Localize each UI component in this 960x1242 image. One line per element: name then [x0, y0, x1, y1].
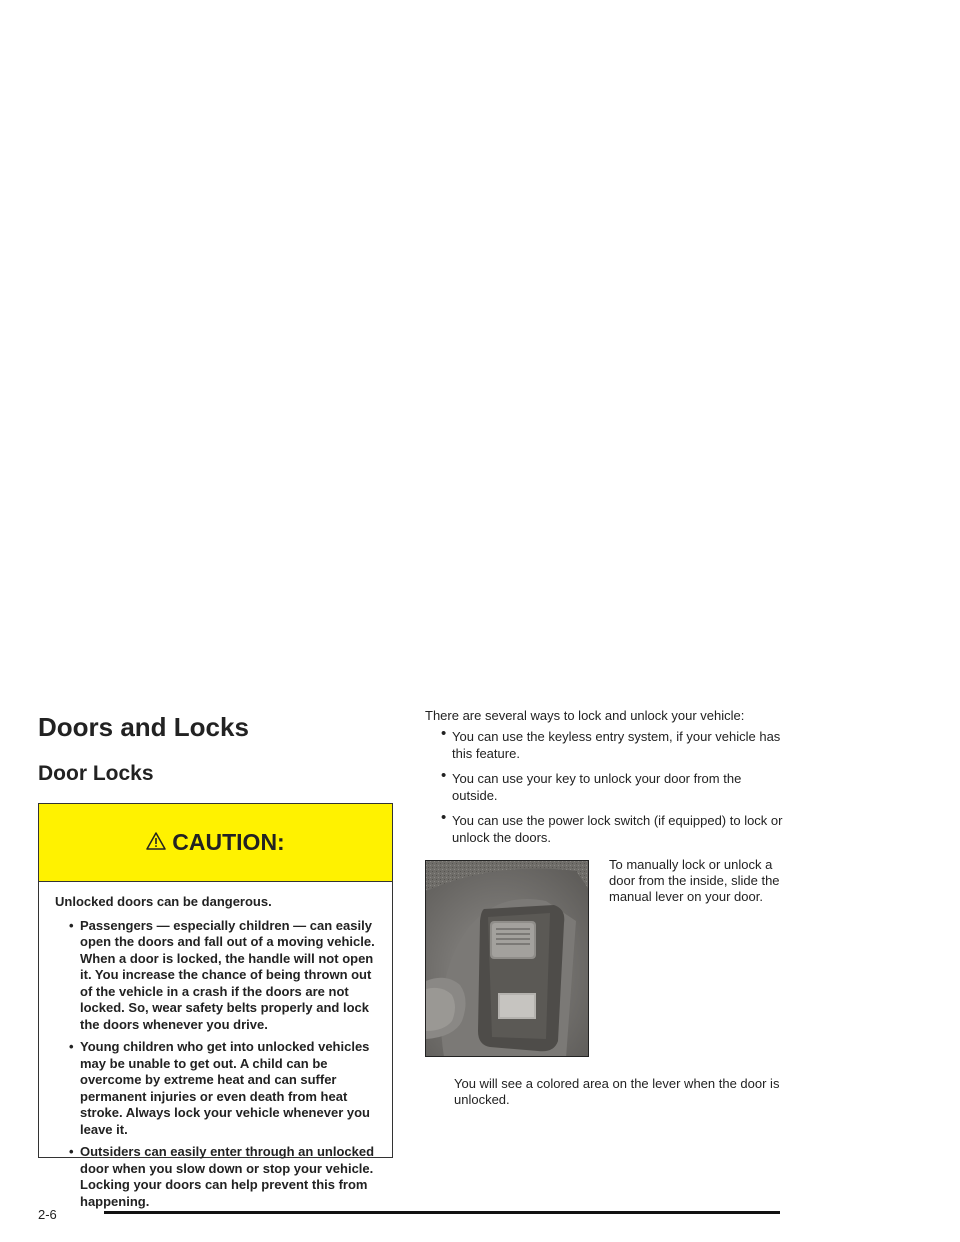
manual-lock-text: To manually lock or unlock a door from the inside, slide the manual lever on your door. [609, 857, 780, 904]
footer-rule [104, 1211, 780, 1214]
manual-lock-lever-photo [425, 860, 589, 1057]
caution-bullet: • Young children who get into unlocked vehicles may be unable to get out. A child can be overcome by extreme heat and can suffer permanent injuries or even death from heat stroke. Always lock your vehicle whenever you leave it. [69, 1039, 378, 1138]
warning-triangle-icon [146, 832, 166, 850]
subsection-title: Door Locks [38, 762, 154, 785]
section-title: Doors and Locks [38, 712, 249, 742]
lock-method-item: • You can use the power lock switch (if equipped) to lock or unlock the doors. [425, 812, 785, 846]
caution-header [39, 804, 392, 882]
lock-methods-list [425, 728, 785, 854]
caution-intro: Unlocked doors can be dangerous. [55, 894, 272, 909]
lock-method-item: • You can use the keyless entry system, if your vehicle has this feature. [425, 728, 785, 762]
caution-box [38, 803, 393, 1209]
caution-body [39, 882, 392, 1210]
caution-bullet: • Outsiders can easily enter through an unlocked door when you slow down or stop your vehicle. Locking your doors can help prevent this from happening. [69, 1144, 378, 1210]
caution-list [55, 918, 378, 1211]
door-lever-illustration [426, 861, 589, 1057]
colored-area-text: You will see a colored area on the lever when the door is unlocked. [454, 1076, 780, 1107]
lock-method-item: • You can use your key to unlock your door from the outside. [425, 770, 785, 804]
caution-label: CAUTION: [172, 829, 285, 855]
lock-methods-intro: There are several ways to lock and unlock your vehicle: [425, 708, 745, 723]
page-number: 2-6 [38, 1207, 57, 1222]
caution-bullet: • Passengers — especially children — can easily open the doors and fall out of a moving vehicle. When a door is locked, the handle will not open it. You increase the chance of being thrown out of the vehicle in a crash if the doors are not locked. So, wear safety belts properly and lock the doors whenever you drive. [69, 918, 378, 1034]
